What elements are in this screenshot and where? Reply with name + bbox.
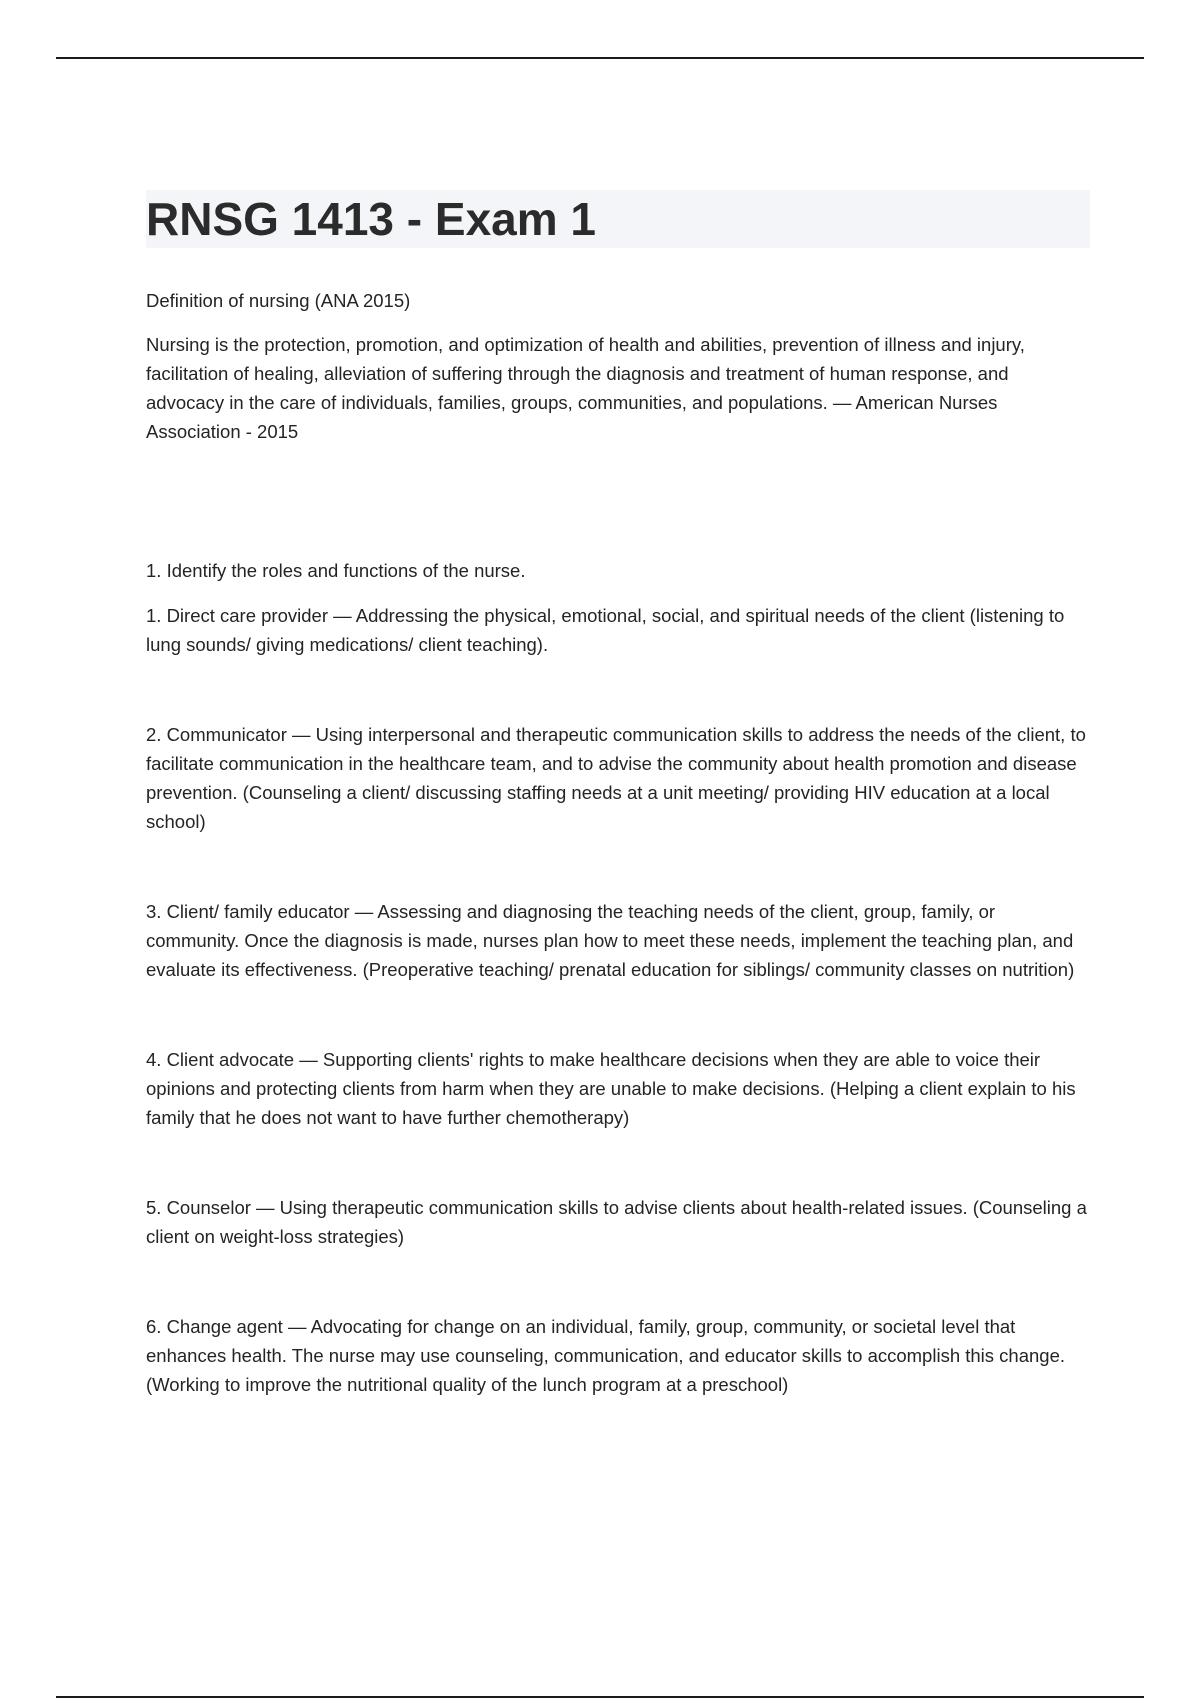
roles-question: 1. Identify the roles and functions of the nurse.	[146, 560, 526, 581]
role-item: 4. Client advocate — Supporting clients' rights to make healthcare decisions when they are able to voice their opinions and protecting clients from harm when they are unable to make decisions. (Helping a client explain to his family that he does not want to have further chemotherapy)	[146, 1049, 1076, 1128]
bottom-rule	[56, 1696, 1144, 1698]
role-item: 2. Communicator — Using interpersonal and therapeutic communication skills to address the needs of the client, to facilitate communication in the healthcare team, and to advise the community about health promotion and disease prevention. (Counseling a client/ discussing staffing needs at a unit meeting/ providing HIV education at a local school)	[146, 724, 1086, 832]
document-title: RNSG 1413 - Exam 1	[146, 193, 597, 245]
role-item: 3. Client/ family educator — Assessing and diagnosing the teaching needs of the client, group, family, or community. Once the diagnosis is made, nurses plan how to meet these needs, implement the teaching plan, and evaluate its effectiveness. (Preoperative teaching/ prenatal education for siblings/ community classes on nutrition)	[146, 901, 1075, 980]
definition-text: Nursing is the protection, promotion, and optimization of health and abilities, prevention of illness and injury, facilitation of healing, alleviation of suffering through the diagnosis and treatment of human response, and advocacy in the care of individuals, families, groups, communities, and populations. — American Nurses Association - 2015	[146, 334, 1025, 442]
title-banner	[146, 190, 1090, 248]
role-item: 1. Direct care provider — Addressing the physical, emotional, social, and spiritual needs of the client (listening to lung sounds/ giving medications/ client teaching).	[146, 605, 1065, 655]
role-item: 5. Counselor — Using therapeutic communication skills to advise clients about health-related issues. (Counseling a client on weight-loss strategies)	[146, 1197, 1087, 1247]
document-body	[146, 190, 1090, 1399]
top-rule	[56, 57, 1144, 59]
roles-list	[146, 601, 1090, 1399]
role-item: 6. Change agent — Advocating for change on an individual, family, group, community, or societal level that enhances health. The nurse may use counseling, communication, and educator skills to accomplish this change. (Working to improve the nutritional quality of the lunch program at a preschool)	[146, 1316, 1066, 1395]
definition-label: Definition of nursing (ANA 2015)	[146, 290, 411, 311]
